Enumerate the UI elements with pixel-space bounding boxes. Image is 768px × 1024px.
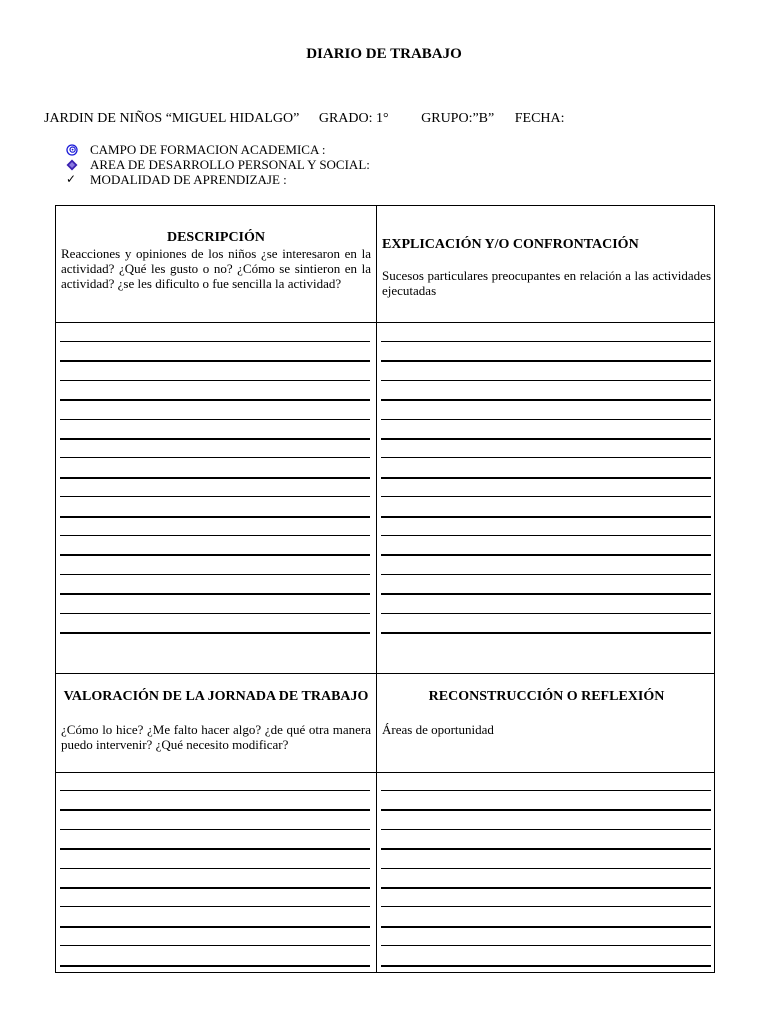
writing-line [60, 457, 370, 458]
writing-line [60, 554, 370, 556]
reconstruccion-header [377, 689, 716, 737]
writing-line [381, 632, 711, 634]
descripcion-title: DESCRIPCIÓN [166, 230, 265, 245]
descripcion-header [56, 230, 376, 291]
bullet-text: MODALIDAD DE APRENDIZAJE : [90, 172, 287, 187]
bullet-list [66, 142, 370, 187]
writing-line [381, 574, 711, 575]
bullet-modalidad [66, 172, 370, 187]
writing-line [381, 848, 711, 850]
writing-line [60, 945, 370, 946]
explicacion-title: EXPLICACIÓN Y/O CONFRONTACIÓN [382, 237, 639, 252]
school-name: JARDIN DE NIÑOS “MIGUEL HIDALGO” [44, 111, 300, 126]
writing-line [381, 945, 711, 946]
writing-line [60, 965, 370, 967]
header-info [44, 111, 565, 127]
writing-line [381, 516, 711, 518]
bullet-text: AREA DE DESARROLLO PERSONAL Y SOCIAL: [90, 157, 370, 172]
writing-line [60, 593, 370, 595]
valoracion-text: ¿Cómo lo hice? ¿Me falto hacer algo? ¿de qué otra manera puedo intervenir? ¿Qué necesito modificar? [61, 722, 371, 752]
grade-label: GRADO: 1° [318, 111, 389, 126]
writing-line [60, 887, 370, 889]
writing-line [60, 477, 370, 479]
writing-line [60, 809, 370, 811]
writing-line [60, 438, 370, 440]
checkmark-icon: ✓ [66, 172, 77, 186]
writing-line [381, 438, 711, 440]
group-label: GRUPO:”B” [421, 111, 495, 126]
writing-line [60, 399, 370, 401]
writing-line [60, 790, 370, 791]
date-label: FECHA: [514, 111, 565, 126]
spiral-icon [66, 144, 82, 156]
writing-line [60, 906, 370, 907]
writing-line [381, 790, 711, 791]
bullet-campo [66, 142, 370, 157]
valoracion-writing-lines[interactable] [60, 772, 370, 972]
journal-table [55, 205, 715, 973]
reconstruccion-writing-lines[interactable] [381, 772, 711, 972]
writing-line [60, 496, 370, 497]
writing-line [381, 341, 711, 342]
writing-line [381, 868, 711, 869]
writing-line [60, 535, 370, 536]
writing-line [60, 341, 370, 342]
row-divider [56, 673, 714, 674]
diamond-icon [66, 159, 82, 171]
column-divider [376, 206, 377, 972]
writing-line [381, 535, 711, 536]
page-title: DIARIO DE TRABAJO [306, 46, 462, 62]
writing-line [60, 829, 370, 830]
valoracion-title: VALORACIÓN DE LA JORNADA DE TRABAJO [63, 689, 369, 704]
writing-line [60, 868, 370, 869]
descripcion-writing-lines[interactable] [60, 322, 370, 672]
writing-line [60, 848, 370, 850]
reconstruccion-text: Áreas de oportunidad [382, 722, 494, 737]
writing-line [381, 906, 711, 907]
explicacion-writing-lines[interactable] [381, 322, 711, 672]
writing-line [60, 926, 370, 928]
reconstruccion-title: RECONSTRUCCIÓN O REFLEXIÓN [428, 689, 665, 704]
writing-line [381, 829, 711, 830]
writing-line [381, 593, 711, 595]
writing-line [381, 457, 711, 458]
writing-line [381, 965, 711, 967]
writing-line [381, 613, 711, 614]
bullet-text: CAMPO DE FORMACION ACADEMICA : [90, 142, 326, 157]
valoracion-header [56, 689, 376, 752]
explicacion-header [377, 237, 716, 298]
writing-line [60, 380, 370, 381]
descripcion-text: Reacciones y opiniones de los niños ¿se interesaron en la actividad? ¿Qué les gusto o no? ¿Cómo se sintieron en la actividad? ¿se les dificulto o fue sencilla la actividad? [61, 246, 371, 291]
writing-line [381, 399, 711, 401]
bullet-area [66, 157, 370, 172]
writing-line [60, 632, 370, 634]
writing-line [381, 887, 711, 889]
writing-line [60, 613, 370, 614]
writing-line [60, 419, 370, 420]
writing-line [60, 360, 370, 362]
writing-line [381, 360, 711, 362]
writing-line [381, 926, 711, 928]
explicacion-text: Sucesos particulares preocupantes en relación a las actividades ejecutadas [382, 268, 711, 298]
writing-line [381, 496, 711, 497]
writing-line [60, 516, 370, 518]
writing-line [381, 380, 711, 381]
writing-line [381, 554, 711, 556]
writing-line [381, 419, 711, 420]
writing-line [381, 809, 711, 811]
writing-line [60, 574, 370, 575]
writing-line [381, 477, 711, 479]
